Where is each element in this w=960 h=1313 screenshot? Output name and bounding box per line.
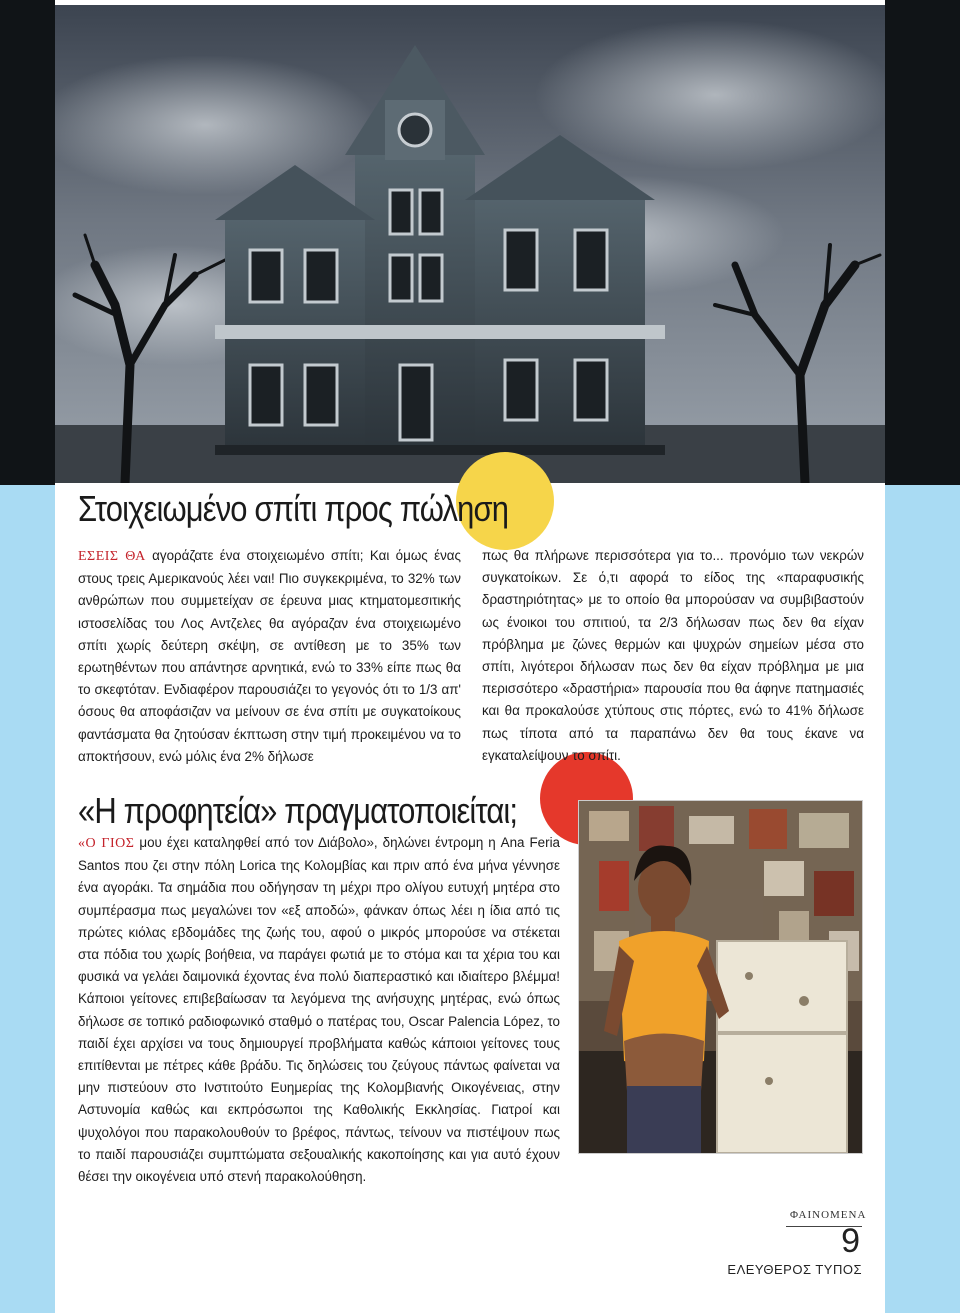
newspaper-name: ΕΛΕΥΘΕΡΟΣ ΤΥΠΟΣ xyxy=(727,1262,862,1277)
article-2-body xyxy=(78,832,560,1188)
article-1-column-2 xyxy=(482,545,864,767)
haunted-house-photo xyxy=(55,5,885,483)
section-label: ΦΑΙΝΟΜΕΝΑ xyxy=(790,1209,867,1221)
article-2-body-text: μου έχει καταληφθεί από τον Διάβολο», δηλώνει έντρομη η Ana Feria Santos που ζει στην πόλη Lorica της Κολομβίας και πριν από ένα μήνα γέννησε ένα αγοράκι. Τα σημάδια που οδήγησαν τη μέχρι προ ολίγου ευτυχή μητέρα στο συμπέρασμα πως μεγαλώνει τον «εξ αποδώ», φάνκαν όπως λέει η ίδια από τις πρώτες κιόλας εβδομάδες της ζωής του, αφού ο μικρός μπορούσε να στέκεται στα πόδια του χωρίς βοήθεια, να παράγει φωτιά με το στόμα και τα χέρια του και φυσικά να γελάει δαιμονικά έχοντας ένα πολύ διαπεραστικό και ιδιαίτερο βλέμμα! Κάποιοι γείτονες επιβεβαίωσαν τα λεγόμενα της ανήσυχης μητέρας, ενώ όπως δήλωσε σε τοπικό ραδιοφωνικό σταθμό ο πατέρας του, Oscar Palencia López, το παιδί έχει αρχίσει να τους δημιουργεί προβλήματα καθώς κάποιοι γείτονες τους επιτίθενται με πέτρες κάθε βράδυ. Τις δηλώσεις του ζεύγους πάντως φαίνεται να μην πιστεύουν στο Ινστιτούτο Ευημερίας της Κολομβιανής Οικογένειας, στην Αστυνομία καθώς και εκπρόσωποι της Καθολικής Εκκλησίας. Γιατροί και ψυχολόγοι που παρακολουθούν το βρέφος, πάντως, τείνουν να πιστέψουν πως το παιδί παρουσιάζει συμπτώματα σεξουαλικής κακοποίησης και για αυτό έχουν θέσει την οικογένεια υπό στενή παρακολούθηση. xyxy=(78,835,560,1185)
article-2-title: «Η προφητεία» πραγματοποιείται; xyxy=(78,790,518,831)
mother-photo xyxy=(578,800,863,1154)
article-1-title: Στοιχειωμένο σπίτι προς πώληση xyxy=(78,488,509,529)
left-dark-band xyxy=(0,0,55,485)
article-1-lead-in: ΕΣΕΙΣ ΘΑ xyxy=(78,549,146,564)
right-dark-band xyxy=(885,0,960,485)
page-number: 9 xyxy=(841,1222,860,1260)
article-1-column-2-text: πως θα πλήρωνε περισσότερα για το... προνόμιο των νεκρών συγκατοίκων. Σε ό,τι αφορά το είδος της «παραφυσικής δραστηριότητας» με το οποίο θα μπορούσαν να συμβιβαστούν ως ένοικοι του σπιτιού, τα 2/3 δήλωσαν πως δεν θα είχαν πρόβλημα με ζώνες θερμών και ψυχρών σημείων μέσα στο σπίτι, λιγότεροι δήλωσαν πως δεν θα είχαν πρόβλημα με μια περισσότερο «δραστήρια» παρουσία που θα άφηνε πατημασιές και θα προκαλούσε χτύπους στις πόρτες, ενώ το 41% δήλωσε πως τίποτα από τα παραπάνω δεν θα τους έκανε να εγκαταλείψουν το σπίτι. xyxy=(482,548,864,763)
article-1-column-1 xyxy=(78,545,461,768)
article-1-column-1-text: αγοράζατε ένα στοιχειωμένο σπίτι; Και όμως ένας στους τρεις Αμερικανούς λέει ναι! Πιο συγκεκριμένα, το 32% των ανθρώπων που συμμετείχαν σε έρευνα μιας κτηματομεσιτικής ιστοσελίδας του Λος Αντζελες θα αγόραζαν ένα στοιχειωμένο σπίτι χωρίς δεύτερη σκέψη, σε αντίθεση με το 35% των ερωτηθέντων που απάντησε αρνητικά, ενώ το 33% είπε πως θα το σκεφτόταν. Ενδιαφέρον παρουσιάζει το γεγονός ότι το 1/3 απ' όσους θα αποφάσιζαν να μείνουν σε ένα σπίτι με συγκατοίκους φαντάσματα θα ζητούσαν έκπτωση στην τιμή προκειμένου να το αποκτήσουν, ενώ μόλις ένα 2% δήλωσε xyxy=(78,548,461,764)
article-2-lead-in: «Ο ΓΙΟΣ xyxy=(78,836,135,851)
